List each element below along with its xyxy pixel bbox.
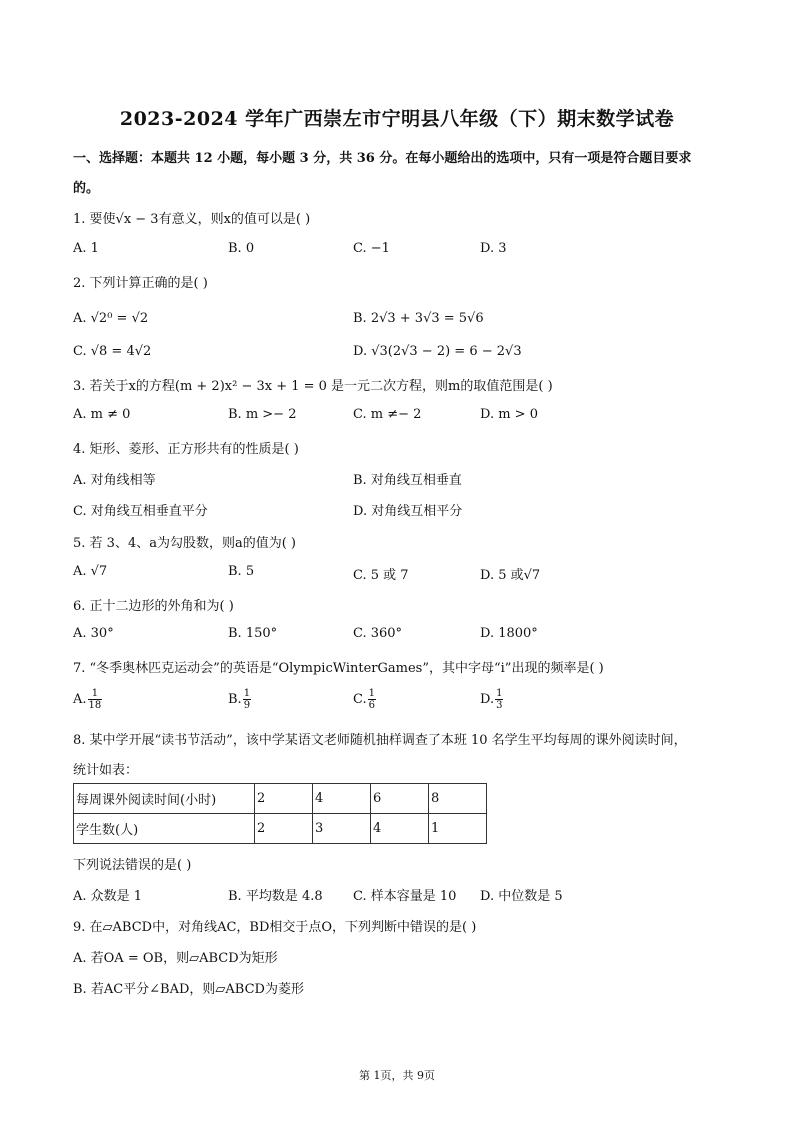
table-row xyxy=(74,784,487,814)
question-9-stem: 9. 在▱ABCD中，对角线AC，BD相交于点O，下列判断中错误的是( ) xyxy=(73,920,477,935)
question-6-stem: 6. 正十二边形的外角和为( ) xyxy=(73,599,234,614)
fraction-denominator: 3 xyxy=(496,700,503,711)
fraction xyxy=(88,688,103,711)
question-1-option-d: D. 3 xyxy=(480,241,507,256)
question-1-option-b: B. 0 xyxy=(228,241,255,256)
question-1-stem: 1. 要使√x − 3有意义，则x的值可以是( ) xyxy=(73,212,311,227)
question-4-option-d: D. 对角线互相平分 xyxy=(353,504,463,519)
fraction xyxy=(495,688,503,711)
question-3-stem: 3. 若关于x的方程(m + 2)x² − 3x + 1 = 0 是一元二次方程，则m的取值范围是( ) xyxy=(73,379,553,394)
question-7-option-c xyxy=(353,688,376,711)
table-cell: 1 xyxy=(429,814,487,844)
question-3-option-c: C. m ≠− 2 xyxy=(353,407,422,422)
question-5-option-a: A. √7 xyxy=(73,564,108,579)
table-cell: 4 xyxy=(313,784,371,814)
question-2-stem: 2. 下列计算正确的是( ) xyxy=(73,276,208,291)
table-cell: 2 xyxy=(255,814,313,844)
fraction-numerator: 1 xyxy=(368,688,375,699)
fraction-numerator: 1 xyxy=(88,688,103,700)
question-1-option-a: A. 1 xyxy=(73,241,99,256)
fraction-denominator: 9 xyxy=(243,700,251,711)
page-title: 2023-2024 学年广西崇左市宁明县八年级（下）期末数学试卷 xyxy=(119,108,675,130)
option-letter: C. xyxy=(353,692,367,707)
question-6-option-a: A. 30° xyxy=(73,626,114,641)
question-7-option-a xyxy=(73,688,102,711)
table-cell: 8 xyxy=(429,784,487,814)
question-4-option-a: A. 对角线相等 xyxy=(73,473,156,488)
fraction xyxy=(243,688,251,711)
question-8-option-d: D. 中位数是 5 xyxy=(480,889,563,904)
question-4-option-b: B. 对角线互相垂直 xyxy=(353,473,462,488)
question-6-option-d: D. 1800° xyxy=(480,626,538,641)
question-8-stem-cont: 统计如表： xyxy=(73,763,139,778)
table-cell: 6 xyxy=(371,784,429,814)
question-3-option-b: B. m >− 2 xyxy=(228,407,297,422)
fraction xyxy=(368,688,376,711)
table-cell: 3 xyxy=(313,814,371,844)
question-8-option-a: A. 众数是 1 xyxy=(73,889,143,904)
question-6-option-c: C. 360° xyxy=(353,626,403,641)
question-4-option-c: C. 对角线互相垂直平分 xyxy=(73,504,208,519)
question-2-option-c: C. √8 = 4√2 xyxy=(73,344,152,359)
question-8-stem: 8. 某中学开展“读书节活动”，该中学某语文老师随机抽样调查了本班 10 名学生平均每周的课外阅读时间， xyxy=(73,733,687,748)
question-5-option-d: D. 5 或√7 xyxy=(480,568,541,583)
table-row xyxy=(74,814,487,844)
question-2-option-b: B. 2√3 + 3√3 = 5√6 xyxy=(353,311,484,326)
question-5-option-c: C. 5 或 7 xyxy=(353,568,409,583)
page-footer: 第 1页，共 9页 xyxy=(359,1069,435,1082)
question-7-option-d xyxy=(480,688,503,711)
table-cell: 2 xyxy=(255,784,313,814)
question-6-option-b: B. 150° xyxy=(228,626,278,641)
question-9-option-a: A. 若OA = OB，则▱ABCD为矩形 xyxy=(73,951,278,966)
option-letter: B. xyxy=(228,692,242,707)
question-8-option-c: C. 样本容量是 10 xyxy=(353,889,457,904)
question-7-stem: 7. “冬季奥林匹克运动会”的英语是“OlympicWinterGames”，其中字母“i”出现的频率是( ) xyxy=(73,661,604,676)
fraction-numerator: 1 xyxy=(243,688,251,699)
question-5-option-b: B. 5 xyxy=(228,564,255,579)
question-4-stem: 4. 矩形、菱形、正方形共有的性质是( ) xyxy=(73,442,299,457)
section-heading-cont: 的。 xyxy=(73,181,100,196)
question-8-prompt: 下列说法错误的是( ) xyxy=(73,858,192,873)
question-2-option-a: A. √2⁰ = √2 xyxy=(73,311,149,326)
table-cell: 每周课外阅读时间(小时) xyxy=(74,784,255,814)
fraction-denominator: 18 xyxy=(88,700,102,711)
question-3-option-a: A. m ≠ 0 xyxy=(73,407,131,422)
question-5-stem: 5. 若 3、4、a为勾股数，则a的值为( ) xyxy=(73,536,296,551)
section-heading: 一、选择题：本题共 12 小题，每小题 3 分，共 36 分。在每小题给出的选项中，只有一项是符合题目要求 xyxy=(73,151,692,166)
table-cell: 4 xyxy=(371,814,429,844)
question-9-option-b: B. 若AC平分∠BAD，则▱ABCD为菱形 xyxy=(73,982,304,997)
question-2-option-d: D. √3(2√3 − 2) = 6 − 2√3 xyxy=(353,344,522,359)
table-cell: 学生数(人) xyxy=(74,814,255,844)
question-1-option-c: C. −1 xyxy=(353,241,390,256)
question-7-option-b xyxy=(228,688,251,711)
question-8-option-b: B. 平均数是 4.8 xyxy=(228,889,323,904)
question-3-option-d: D. m > 0 xyxy=(480,407,538,422)
fraction-numerator: 1 xyxy=(496,688,503,699)
option-letter: D. xyxy=(480,692,495,707)
fraction-denominator: 6 xyxy=(368,700,375,711)
reading-time-table xyxy=(73,783,487,844)
option-letter: A. xyxy=(73,692,87,707)
